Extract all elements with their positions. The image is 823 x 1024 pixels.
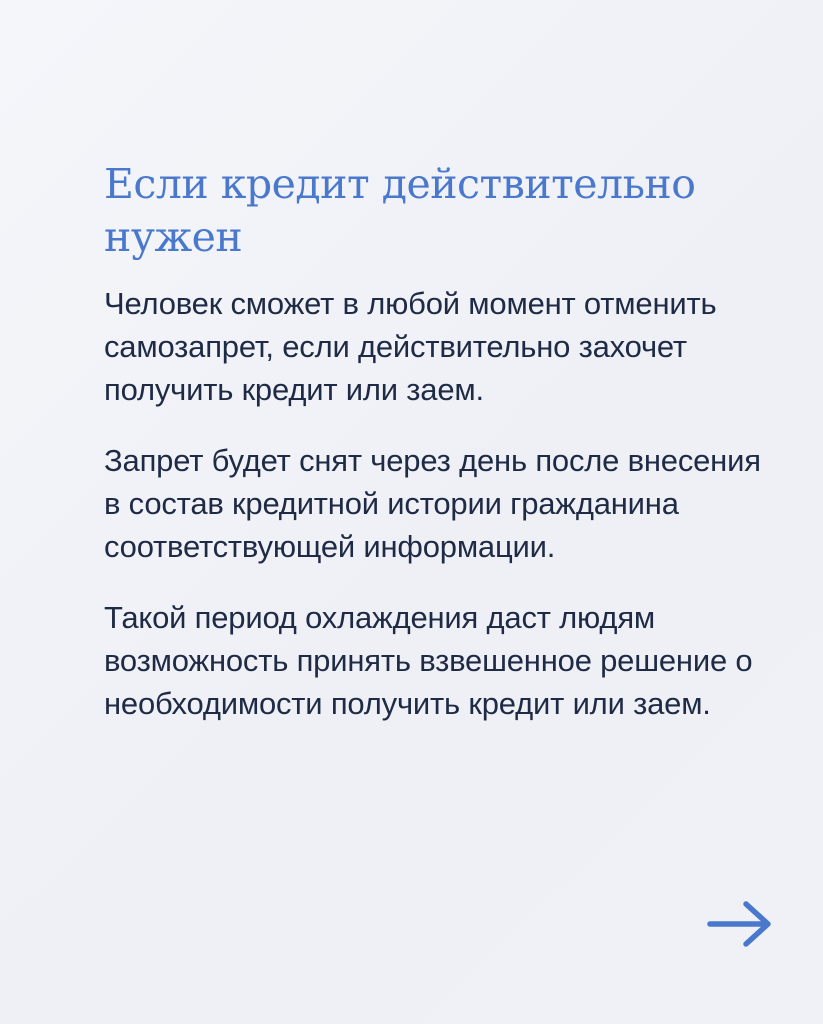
slide-title: Если кредит действительно нужен xyxy=(104,160,696,261)
paragraph-3: Такой период охлаждения даст людям возможность принять взвешенное решение о необходимости получить кредит или заем. xyxy=(104,600,753,721)
arrow-right-icon xyxy=(706,898,774,950)
slide-body xyxy=(104,282,784,753)
paragraph-2: Запрет будет снят через день после внесения в состав кредитной истории гражданина соответствующей информации. xyxy=(104,443,761,564)
paragraph-1: Человек сможет в любой момент отменить самозапрет, если действительно захочет получить кредит или заем. xyxy=(104,286,717,407)
next-slide-button[interactable] xyxy=(706,898,774,950)
